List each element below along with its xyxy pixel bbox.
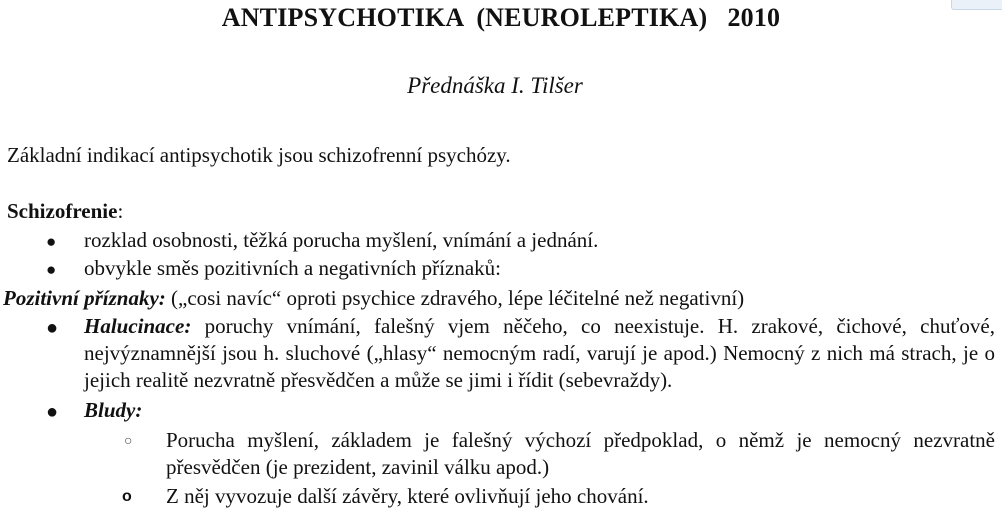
bullet-dot-icon: ●	[46, 401, 59, 423]
hallucinations-heading: Halucinace:	[84, 314, 192, 338]
positive-symptoms-line	[3, 285, 744, 311]
schizophrenia-bullet-2: obvykle směs pozitivních a negativních příznaků:	[84, 256, 501, 280]
schizophrenia-bullet-1: rozklad osobnosti, těžká porucha myšlení, vnímání a jednání.	[84, 228, 599, 252]
delusions-subitem-1: Porucha myšlení, základem je falešný výchozí předpoklad, o němž je nemocný nezvratně přesvědčen (je prezident, zavinil válku apod.)	[166, 428, 995, 479]
positive-symptoms-note: („cosi navíc“ oproti psychice zdravého, lépe léčitelné než negativní)	[165, 286, 745, 310]
schizophrenia-heading-line	[7, 198, 123, 224]
delusions-heading: Bludy:	[84, 398, 143, 422]
hallucinations-text: poruchy vnímání, falešný vjem něčeho, co neexistuje. H. zrakové, čichové, chuťové, nejvýznamnější jsou h. sluchové („hlasy“ nemocným radí, varují je apod.) Nemocný z nich má strach, je o jejich realitě nezvratně přesvědčen a může se jimi i řídit (sebevraždy).	[84, 314, 995, 392]
delusions-subitem-2: Z něj vyvozuje další závěry, které ovlivňují jeho chování.	[166, 484, 649, 508]
schizophrenia-heading: Schizofrenie	[7, 199, 118, 223]
bullet-dot-icon: ●	[46, 260, 57, 279]
hallucinations-paragraph	[84, 313, 995, 394]
lecture-subtitle: Přednáška I. Tilšer	[407, 73, 583, 98]
bullet-dot-icon: ●	[46, 232, 57, 251]
bold-circle-bullet-icon: o	[122, 488, 132, 505]
intro-paragraph: Základní indikací antipsychotik jsou schizofrenní psychózy.	[7, 143, 511, 167]
heading-colon: :	[117, 199, 124, 223]
bullet-dot-icon: ●	[46, 317, 59, 339]
positive-symptoms-heading: Pozitivní příznaky:	[3, 286, 166, 310]
circle-bullet-icon: ○	[124, 432, 133, 448]
document-title: ANTIPSYCHOTIKA (NEUROLEPTIKA) 2010	[221, 3, 781, 32]
